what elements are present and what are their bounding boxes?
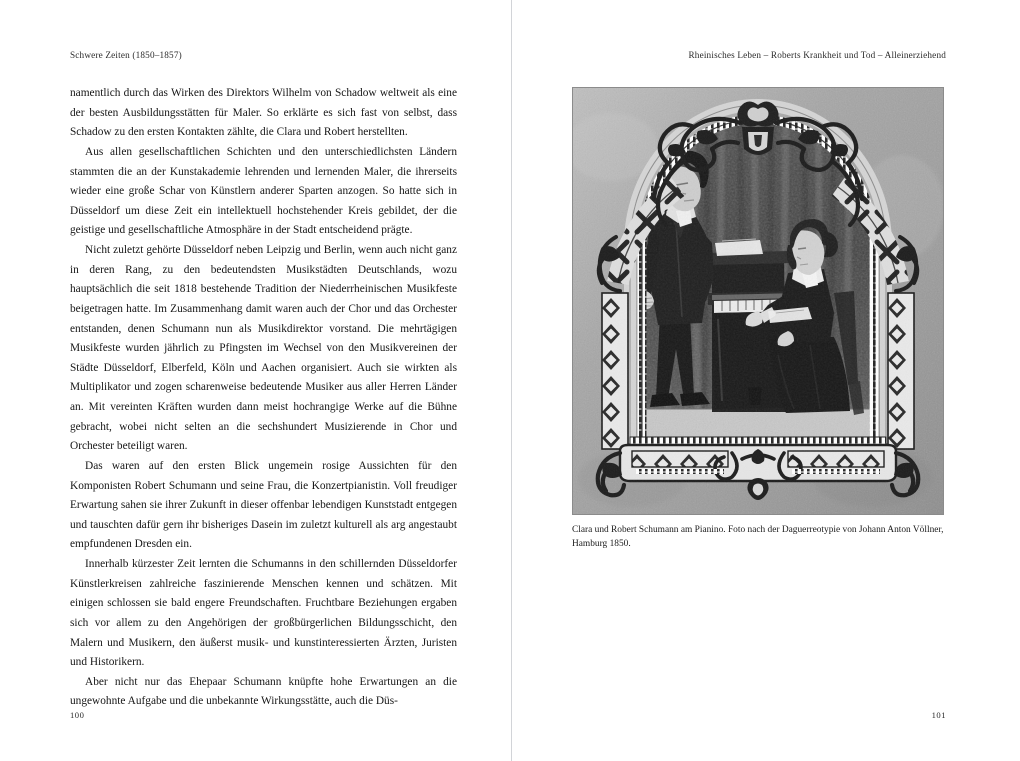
- photograph-schumann-am-pianino: [572, 87, 944, 515]
- paragraph: Aus allen gesellschaftlichen Schichten und den unterschiedlichsten Ländern stammten die an der Kunstakademie lehrenden und lernenden Maler, die ihrerseits wieder eine große Schar von Künstlern anderer Sparten anzogen. So hatte sich in Düsseldorf um diese Zeit ein intellektuell hochstehender Kreis gebildet, der die geistige und gesellschaftliche Atmosphäre in der Stadt entscheidend prägte.: [70, 145, 457, 237]
- paragraph: Aber nicht nur das Ehepaar Schumann knüpfte hohe Erwartungen an die ungewohnte Aufgabe und die unbekannte Wirkungsstätte, auch die Düs-: [70, 675, 457, 708]
- running-head-right: Rheinisches Leben – Roberts Krankheit und Tod – Alleinerziehend: [688, 50, 946, 60]
- page-number-right: 101: [931, 710, 946, 720]
- figure-caption: Clara und Robert Schumann am Pianino. Foto nach der Daguerreotypie von Johann Anton Völlner, Hamburg 1850.: [572, 525, 944, 549]
- paragraph: Nicht zuletzt gehörte Düsseldorf neben Leipzig und Berlin, wenn auch nicht ganz in deren Rang, zu den bedeutendsten Musikstädten Deutschlands, wozu hauptsächlich die seit 1818 bestehende Tradition der Niederrheinischen Musikfeste beigetragen hatte. Im Zusammenhang damit waren auch der Chor und das Orchester entstanden, denen Schumann nun als Musikdirektor vorstand. Die mehrtägigen Musikfeste wurden jährlich zu Pfingsten im Wechsel von den Musikvereinen der Städte Düsseldorf, Elberfeld, Köln und Aachen organisiert. Auch sie wirkten als Multiplikator und zogen scharenweise bedeutende Musiker aus aller Herren Länder an. Mit vereinten Kräften wurden dann meist hochrangige Werke auf die Bühne gebracht, wobei nicht selten an die sechshundert Musizierende in Chor und Orchester beteiligt waren.: [70, 244, 457, 453]
- running-head-left: Schwere Zeiten (1850–1857): [70, 50, 182, 60]
- figure-block: [572, 87, 944, 551]
- body-text-column: [70, 84, 457, 712]
- paragraph: Das waren auf den ersten Blick ungemein rosige Aussichten für den Komponisten Robert Schumann und seine Frau, die Konzertpianistin. Voll freudiger Erwartung sahen sie ihrer Zukunft in dieser offenbar lebendigen Kunststadt entgegen und tauschten dafür gern ihr bisheriges Dasein im zuletzt kulturell als arg angestaubt empfundenen Dresden ein.: [70, 459, 457, 551]
- page-number-left: 100: [70, 710, 85, 720]
- paragraph: Innerhalb kürzester Zeit lernten die Schumanns in den schillernden Düsseldorfer Künstlerkreisen zahlreiche faszinierende Menschen kennen und schätzen. Mit einigen schlossen sie bald engere Freundschaften. Fruchtbare Beziehungen ergaben sich vor allem zu den Angehörigen der großbürgerlichen Bildungsschicht, den Malern und Musikern, den äußerst musik- und kunstinteressierten Ärzten, Juristen und Historikern.: [70, 558, 457, 669]
- paragraph: namentlich durch das Wirken des Direktors Wilhelm von Schadow weltweit als eine der besten Ausbildungsstätten für Maler. So erklärte es sich fast von selbst, dass Schadow zu den ersten Kontakten zählte, die Clara und Robert herstellten.: [70, 87, 457, 139]
- right-page: [512, 0, 1020, 761]
